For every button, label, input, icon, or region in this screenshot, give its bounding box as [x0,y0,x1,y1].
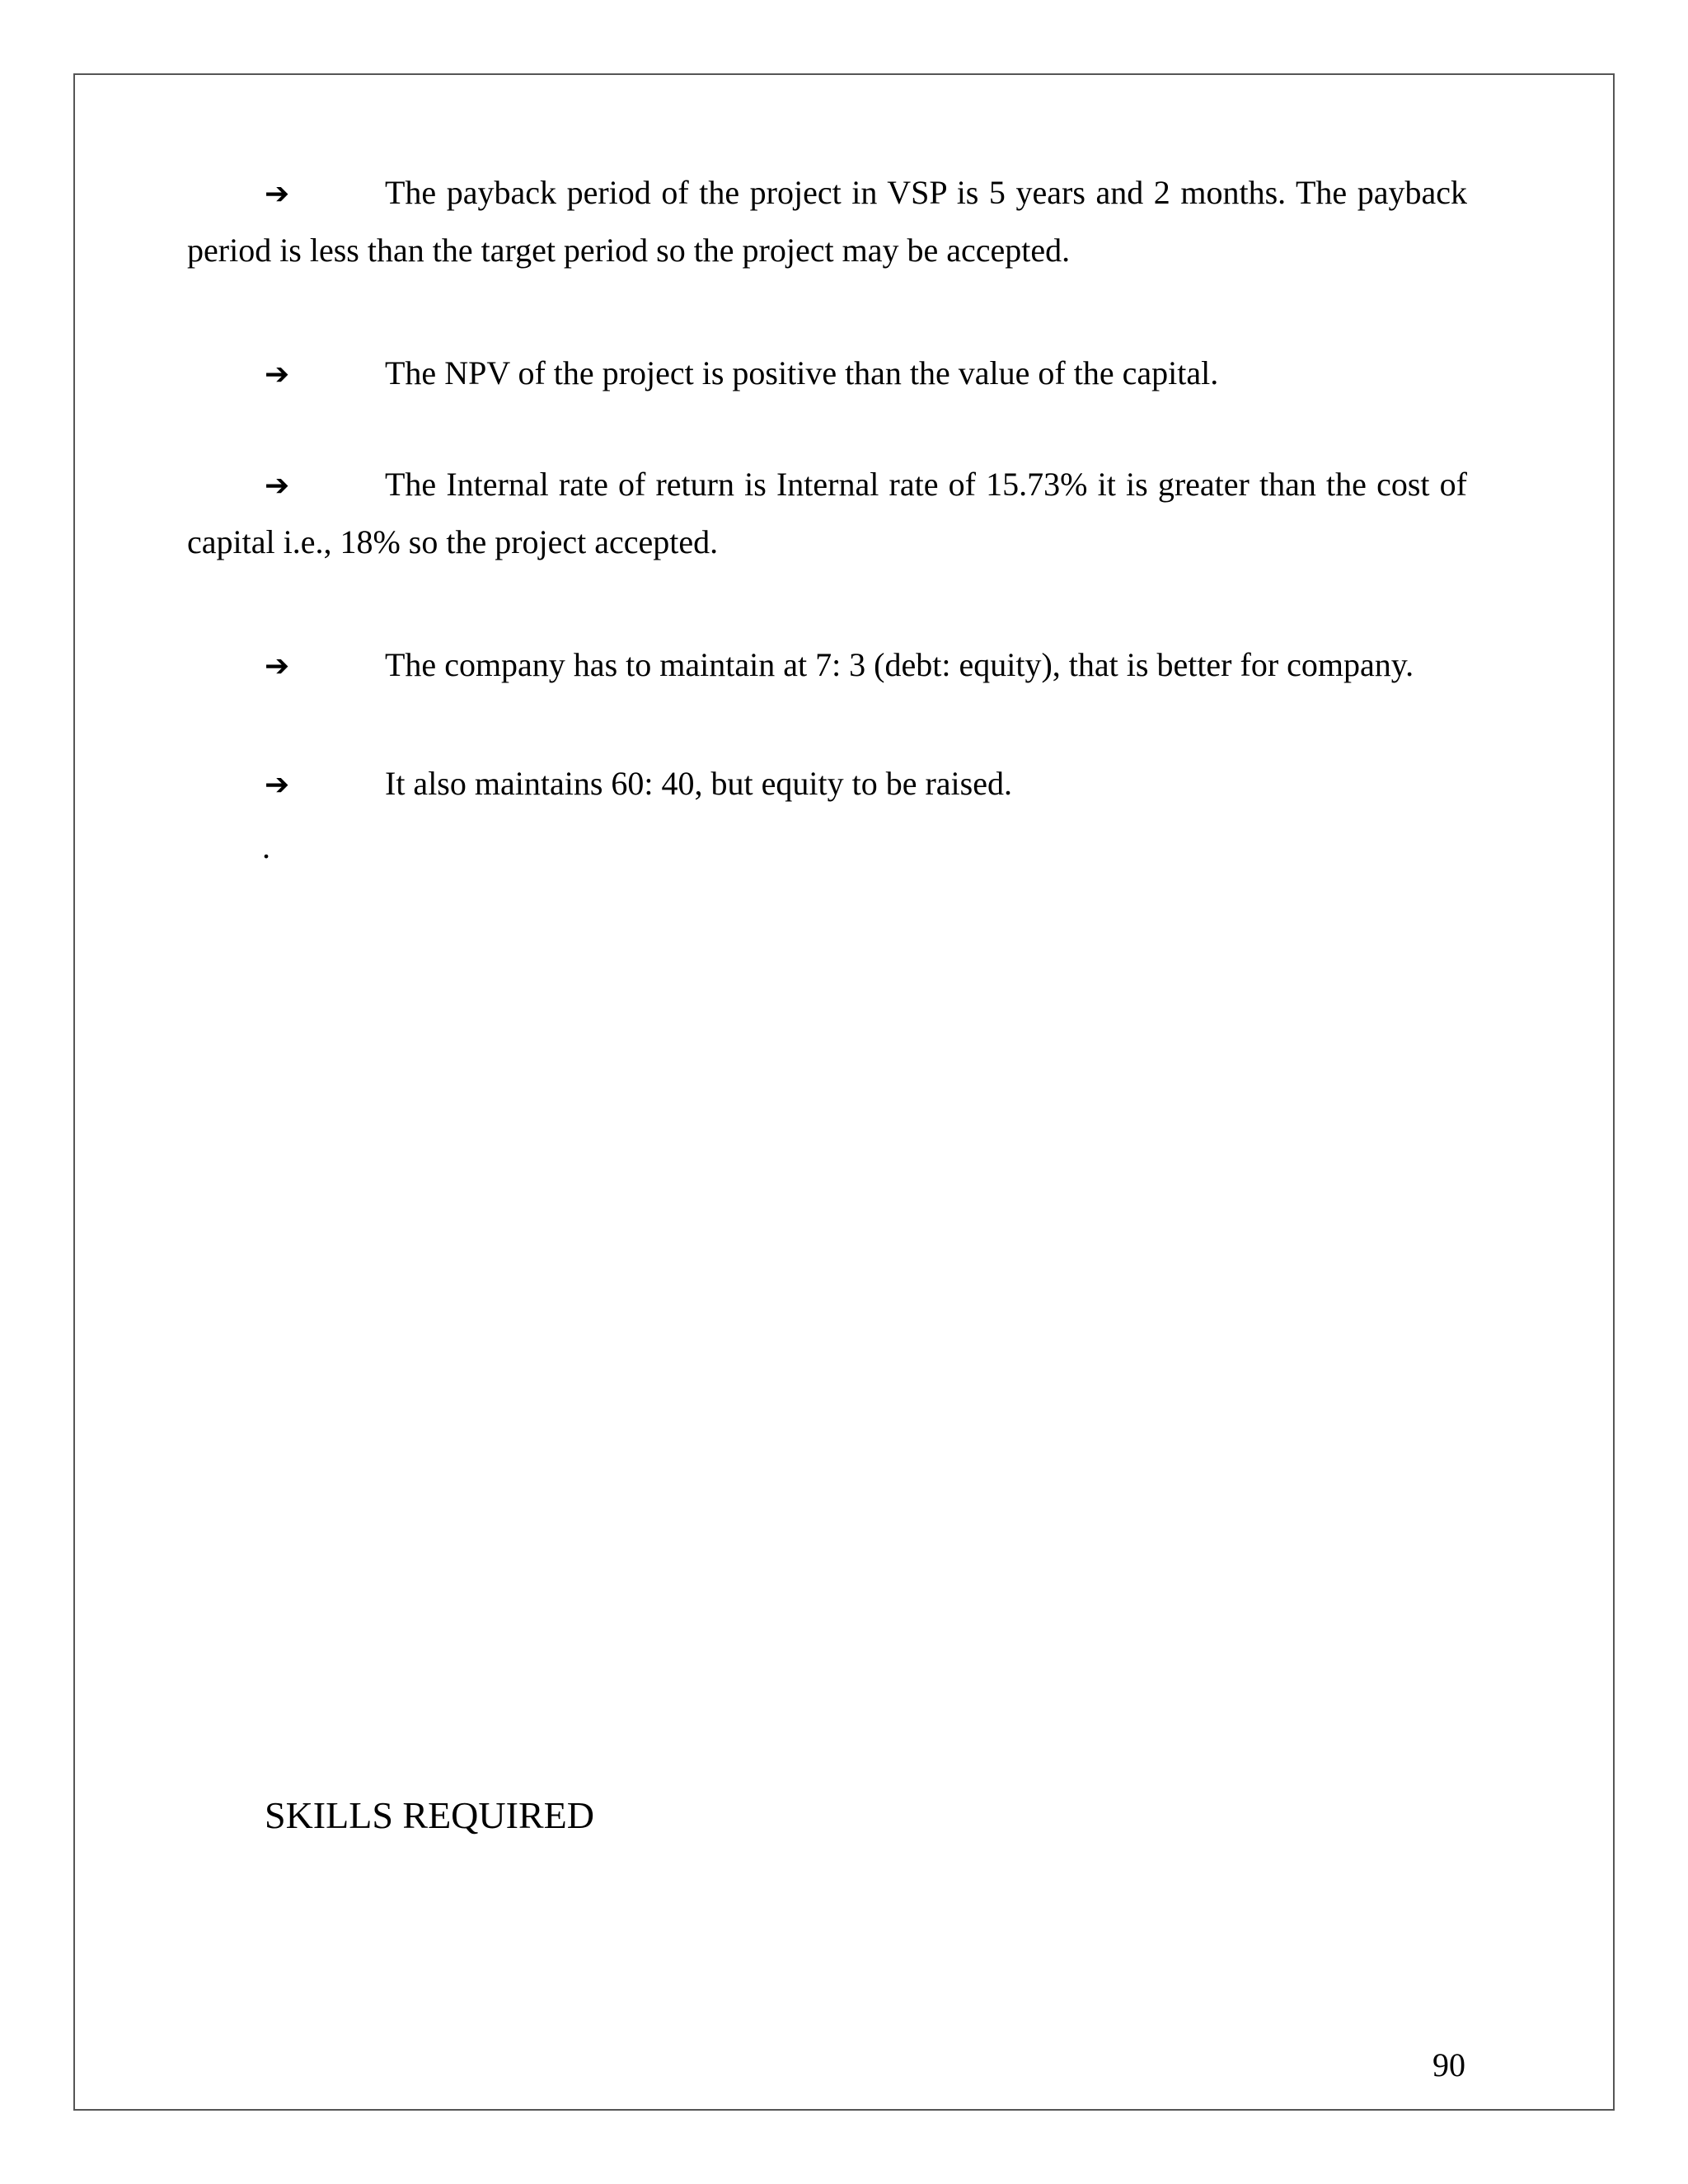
arrow-right-icon: ➔ [265,469,290,503]
bullet-npv [187,345,1467,403]
bullet-equity-raised [187,756,1467,813]
section-heading: SKILLS REQUIRED [265,1794,594,1836]
page-number: 90 [1432,2046,1465,2083]
arrow-right-icon: ➔ [265,358,290,391]
bullet-text: The NPV of the project is positive than the value of the capital. [385,354,1219,391]
bullet-text: The company has to maintain at 7: 3 (debt: equity), that is better for company. [385,646,1414,683]
bullet-text: It also maintains 60: 40, but equity to be raised. [385,765,1012,802]
bullet-text: The payback period of the project in VSP is 5 years and 2 months. The payback period is less than the target period so the project may be accepted. [187,174,1467,269]
stray-dot: . [262,828,270,865]
arrow-right-icon: ➔ [265,768,290,802]
bullet-payback-period [187,165,1467,279]
bullet-debt-equity [187,637,1467,695]
bullet-text: The Internal rate of return is Internal rate of 15.73% it is greater than the cost of capital i.e., 18% so the project accepted. [187,466,1467,560]
arrow-right-icon: ➔ [265,177,290,211]
arrow-right-icon: ➔ [265,649,290,683]
bullet-irr [187,457,1467,570]
